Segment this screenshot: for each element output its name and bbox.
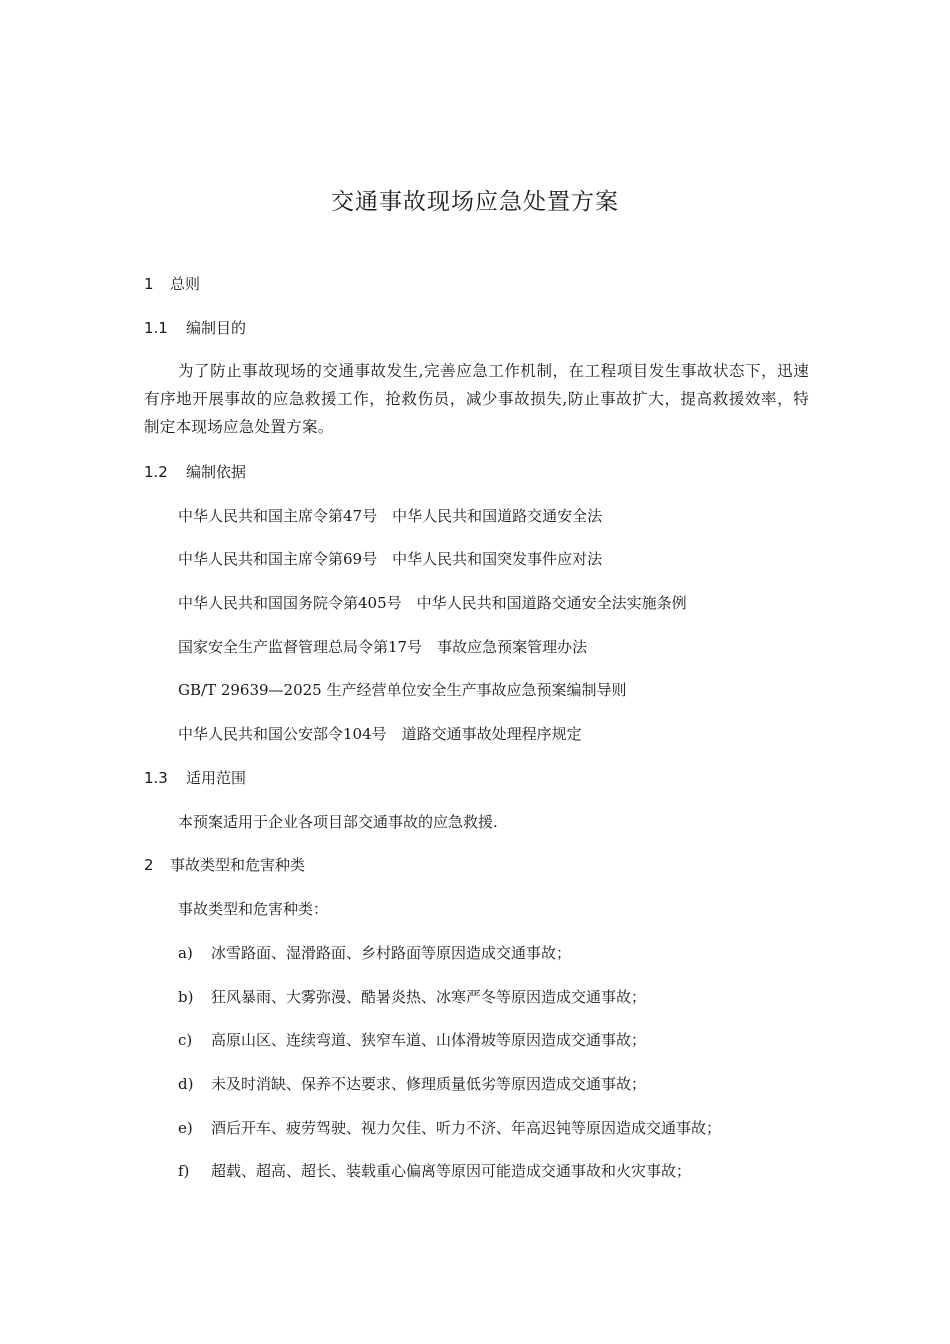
list-item bbox=[178, 986, 646, 1008]
section-number: 1.2 bbox=[144, 463, 168, 481]
list-item-text: 高原山区、连续弯道、狭窄车道、山体滑坡等原因造成交通事故； bbox=[211, 1031, 647, 1049]
list-item-label: e) bbox=[178, 1119, 193, 1137]
purpose-paragraph: 为了防止事故现场的交通事故发生,完善应急工作机制，在工程项目发生事故状态下，迅速有序地开展事故的应急救援工作，抢救伤员，减少事故损失,防止事故扩大，提高救援效率，特制定本现场应急处置方案。 bbox=[144, 362, 809, 436]
list-item-text: 狂风暴雨、大雾弥漫、酷暑炎热、冰寒严冬等原因造成交通事故； bbox=[211, 988, 647, 1006]
list-item-label: d) bbox=[178, 1075, 194, 1093]
document-title: 交通事故现场应急处置方案 bbox=[331, 189, 619, 215]
section-number: 2 bbox=[144, 856, 154, 874]
list-item-label: c) bbox=[178, 1031, 193, 1049]
list-item-label: b) bbox=[178, 988, 194, 1006]
list-item bbox=[178, 942, 571, 964]
list-item-text: 超载、超高、超长、装载重心偏离等原因可能造成交通事故和火灾事故； bbox=[211, 1162, 692, 1180]
list-item bbox=[178, 1117, 721, 1139]
list-item-text: 冰雪路面、湿滑路面、乡村路面等原因造成交通事故； bbox=[211, 944, 572, 962]
list-item-label: f) bbox=[178, 1162, 190, 1180]
basis-item: 中华人民共和国国务院令第405号 中华人民共和国道路交通安全法实施条例 bbox=[178, 594, 687, 612]
list-item-text: 酒后开车、疲劳驾驶、视力欠佳、听力不济、年高迟钝等原因造成交通事故； bbox=[211, 1119, 722, 1137]
basis-item: 中华人民共和国主席令第47号 中华人民共和国道路交通安全法 bbox=[178, 507, 603, 525]
list-item-label: a) bbox=[178, 944, 193, 962]
list-item bbox=[178, 1029, 646, 1051]
section-heading-purpose bbox=[144, 317, 246, 339]
section-number: 1.1 bbox=[144, 319, 168, 337]
section-heading-general bbox=[144, 273, 200, 295]
list-item bbox=[178, 1160, 691, 1182]
section-label: 适用范围 bbox=[186, 769, 247, 787]
list-item-text: 未及时消缺、保养不达要求、修理质量低劣等原因造成交通事故； bbox=[211, 1075, 647, 1093]
section-heading-scope bbox=[144, 767, 246, 789]
section-number: 1.3 bbox=[144, 769, 168, 787]
section-label: 编制目的 bbox=[186, 319, 247, 337]
list-item bbox=[178, 1073, 646, 1095]
section-label: 编制依据 bbox=[186, 463, 247, 481]
basis-item: 国家安全生产监督管理总局令第17号 事故应急预案管理办法 bbox=[178, 638, 588, 656]
section-heading-accident-types bbox=[144, 854, 305, 876]
accident-types-intro: 事故类型和危害种类： bbox=[178, 900, 329, 918]
basis-item: 中华人民共和国公安部令104号 道路交通事故处理程序规定 bbox=[178, 725, 582, 743]
section-label: 总则 bbox=[170, 275, 201, 293]
basis-item: 中华人民共和国主席令第69号 中华人民共和国突发事件应对法 bbox=[178, 550, 603, 568]
section-label: 事故类型和危害种类 bbox=[170, 856, 306, 874]
scope-paragraph: 本预案适用于企业各项目部交通事故的应急救援. bbox=[178, 813, 498, 831]
section-heading-basis bbox=[144, 461, 246, 483]
section-number: 1 bbox=[144, 275, 154, 293]
basis-item: GB/T 29639—2025 生产经营单位安全生产事故应急预案编制导则 bbox=[178, 681, 627, 699]
